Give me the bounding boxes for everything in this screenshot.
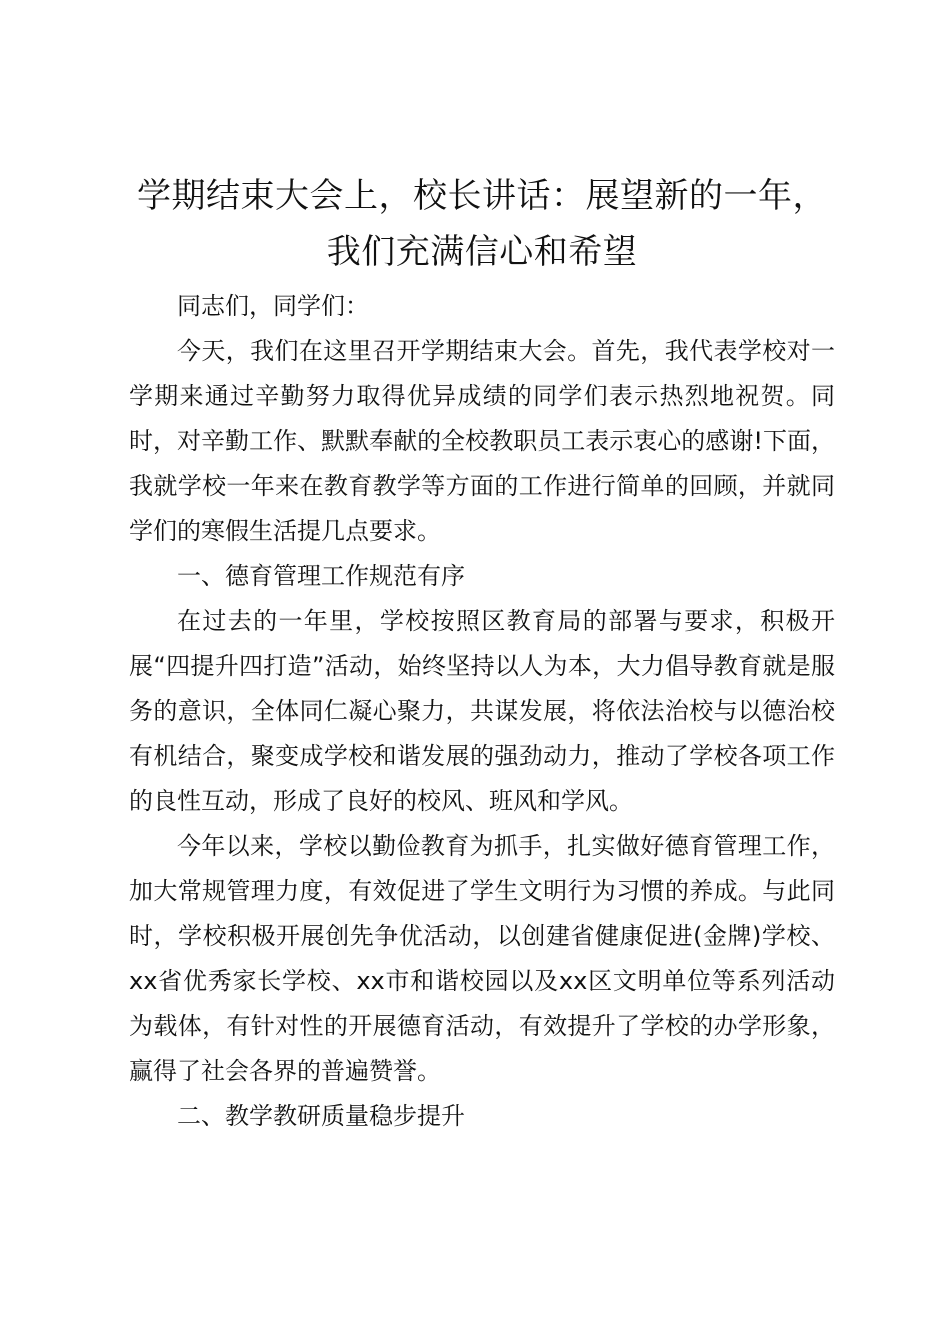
document-body xyxy=(129,168,835,1139)
section-heading-moral-education: 一、德育管理工作规范有序 xyxy=(177,562,465,590)
paragraph-intro: 今天，我们在这里召开学期结束大会。首先，我代表学校对一学期来通过辛勤努力取得优异成绩的同学们表示热烈地祝贺。同时，对辛勤工作、默默奉献的全校教职员工表示衷心的感谢!下面，我就学校一年来在教育教学等方面的工作进行简单的回顾，并就同学们的寒假生活提几点要求。 xyxy=(129,337,835,545)
section-heading-teaching-research: 二、教学教研质量稳步提升 xyxy=(177,1102,465,1130)
greeting: 同志们，同学们： xyxy=(177,292,369,320)
paragraph-this-year: 今年以来，学校以勤俭教育为抓手，扎实做好德育管理工作，加大常规管理力度，有效促进了学生文明行为习惯的养成。与此同时，学校积极开展创先争优活动，以创建省健康促进(金牌)学校、xx省优秀家长学校、xx市和谐校园以及xx区文明单位等系列活动为载体，有针对性的开展德育活动，有效提升了学校的办学形象，赢得了社会各界的普遍赞誉。 xyxy=(129,832,835,1085)
paragraph-past-year: 在过去的一年里，学校按照区教育局的部署与要求，积极开展“四提升四打造”活动，始终坚持以人为本，大力倡导教育就是服务的意识，全体同仁凝心聚力，共谋发展，将依法治校与以德治校有机结合，聚变成学校和谐发展的强劲动力，推动了学校各项工作的良性互动，形成了良好的校风、班风和学风。 xyxy=(129,607,835,815)
document-title: 学期结束大会上，校长讲话：展望新的一年，我们充满信心和希望 xyxy=(137,176,827,272)
